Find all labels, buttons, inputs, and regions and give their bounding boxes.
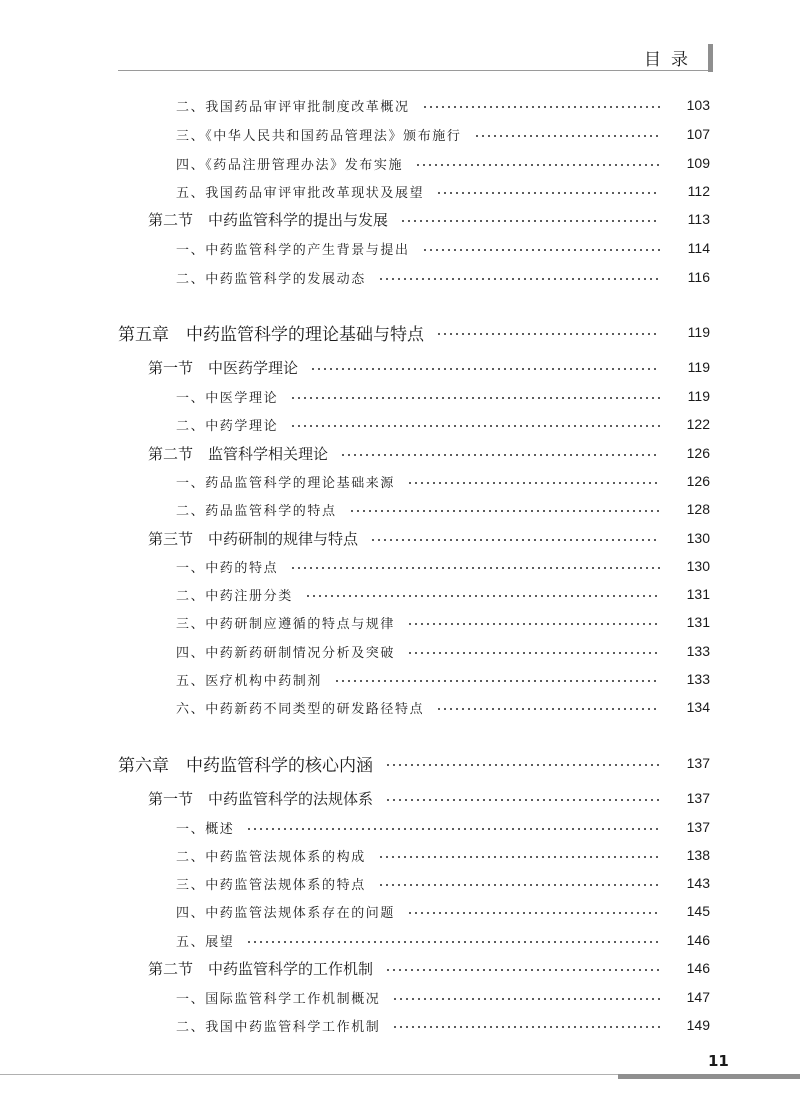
toc-entry-page: 122 bbox=[686, 416, 710, 432]
toc-entry-item[interactable] bbox=[0, 897, 800, 925]
toc-entry-page: 131 bbox=[686, 586, 710, 602]
dot-leader bbox=[246, 828, 660, 830]
dot-leader bbox=[385, 969, 660, 971]
toc-entry-page: 113 bbox=[687, 211, 710, 227]
toc-entry-item[interactable] bbox=[0, 263, 800, 291]
toc-entry-item[interactable] bbox=[0, 177, 800, 205]
dot-leader bbox=[378, 278, 660, 280]
toc-entry-item[interactable] bbox=[0, 637, 800, 665]
dot-leader bbox=[407, 912, 660, 914]
toc-entry-title: 三、《中华人民共和国药品管理法》颁布施行 bbox=[176, 128, 462, 144]
toc-entry-page: 119 bbox=[687, 359, 710, 375]
dot-leader bbox=[436, 192, 660, 194]
toc-entry-page: 131 bbox=[686, 614, 710, 630]
toc-entry-item[interactable] bbox=[0, 580, 800, 608]
toc-entry-item[interactable] bbox=[0, 983, 800, 1011]
toc-entry-page: 149 bbox=[686, 1017, 710, 1033]
dot-leader bbox=[407, 652, 660, 654]
toc-entry-section[interactable] bbox=[0, 784, 800, 812]
toc-entry-chapter[interactable] bbox=[0, 318, 800, 346]
dot-leader bbox=[400, 220, 660, 222]
running-header-title: 目录 bbox=[644, 50, 698, 70]
toc-entry-title: 第三节 中药研制的规律与特点 bbox=[148, 529, 359, 548]
toc-entry-title: 一、中药的特点 bbox=[176, 560, 279, 576]
dot-leader bbox=[436, 708, 660, 710]
dot-leader bbox=[378, 856, 660, 858]
toc-entry-title: 第六章 中药监管科学的核心内涵 bbox=[118, 755, 373, 776]
toc-entry-item[interactable] bbox=[0, 467, 800, 495]
toc-entry-item[interactable] bbox=[0, 120, 800, 148]
toc-entry-item[interactable] bbox=[0, 869, 800, 897]
toc-entry-page: 133 bbox=[686, 643, 710, 659]
toc-entry-item[interactable] bbox=[0, 234, 800, 262]
toc-entry-item[interactable] bbox=[0, 608, 800, 636]
toc-entry-page: 103 bbox=[686, 97, 710, 113]
toc-entry-page: 137 bbox=[686, 790, 710, 806]
dot-leader bbox=[246, 941, 660, 943]
toc-entry-title: 一、国际监管科学工作机制概况 bbox=[176, 991, 381, 1007]
toc-entry-page: 137 bbox=[686, 755, 710, 771]
page-number: 11 bbox=[708, 1052, 729, 1070]
toc-entry-item[interactable] bbox=[0, 693, 800, 721]
dot-leader bbox=[334, 680, 660, 682]
toc-entry-title: 四、中药监管法规体系存在的问题 bbox=[176, 905, 396, 921]
dot-leader bbox=[407, 482, 660, 484]
dot-leader bbox=[378, 884, 660, 886]
toc-entry-page: 147 bbox=[686, 989, 710, 1005]
dot-leader bbox=[385, 799, 660, 801]
toc-entry-title: 二、中药监管法规体系的构成 bbox=[176, 849, 366, 865]
dot-leader bbox=[349, 510, 660, 512]
toc-entry-title: 二、中药监管科学的发展动态 bbox=[176, 271, 366, 287]
toc-entry-section[interactable] bbox=[0, 205, 800, 233]
toc-entry-section[interactable] bbox=[0, 524, 800, 552]
dot-leader bbox=[392, 998, 660, 1000]
dot-leader bbox=[392, 1026, 660, 1028]
toc-entry-title: 一、中医学理论 bbox=[176, 390, 279, 406]
dot-leader bbox=[340, 454, 660, 456]
toc-entry-title: 二、中药学理论 bbox=[176, 418, 279, 434]
toc-entry-page: 112 bbox=[687, 183, 710, 199]
dot-leader bbox=[310, 368, 660, 370]
toc-entry-title: 一、中药监管科学的产生背景与提出 bbox=[176, 242, 410, 258]
dot-leader bbox=[422, 249, 660, 251]
toc-entry-page: 119 bbox=[687, 388, 710, 404]
toc-entry-title: 五、展望 bbox=[176, 934, 235, 950]
toc-entry-page: 126 bbox=[686, 445, 710, 461]
toc-entry-page: 130 bbox=[686, 530, 710, 546]
toc-entry-title: 四、《药品注册管理办法》发布实施 bbox=[176, 157, 404, 173]
dot-leader bbox=[305, 595, 660, 597]
toc-entry-title: 一、药品监管科学的理论基础来源 bbox=[176, 475, 396, 491]
dot-leader bbox=[436, 333, 660, 335]
toc-entry-item[interactable] bbox=[0, 813, 800, 841]
dot-leader bbox=[290, 425, 660, 427]
toc-entry-item[interactable] bbox=[0, 382, 800, 410]
toc-entry-page: 130 bbox=[686, 558, 710, 574]
toc-entry-item[interactable] bbox=[0, 552, 800, 580]
toc-entry-page: 114 bbox=[687, 240, 710, 256]
toc-entry-page: 145 bbox=[686, 903, 710, 919]
toc-entry-page: 146 bbox=[686, 960, 710, 976]
toc-entry-title: 二、中药注册分类 bbox=[176, 588, 293, 604]
toc-entry-item[interactable] bbox=[0, 410, 800, 438]
dot-leader bbox=[415, 164, 660, 166]
toc-entry-title: 第二节 中药监管科学的工作机制 bbox=[148, 959, 374, 978]
dot-leader bbox=[385, 764, 660, 766]
toc-entry-title: 一、概述 bbox=[176, 821, 235, 837]
toc-entry-title: 二、我国中药监管科学工作机制 bbox=[176, 1019, 381, 1035]
toc-entry-page: 134 bbox=[686, 699, 710, 715]
toc-entry-title: 五、医疗机构中药制剂 bbox=[176, 673, 323, 689]
toc-entry-title: 第二节 监管科学相关理论 bbox=[148, 444, 329, 463]
toc-entry-title: 第二节 中药监管科学的提出与发展 bbox=[148, 210, 389, 229]
toc-entry-page: 133 bbox=[686, 671, 710, 687]
dot-leader bbox=[422, 106, 660, 108]
toc-entry-chapter[interactable] bbox=[0, 749, 800, 777]
toc-entry-title: 六、中药新药不同类型的研发路径特点 bbox=[176, 701, 425, 717]
toc-entry-page: 138 bbox=[686, 847, 710, 863]
toc-entry-item[interactable] bbox=[0, 926, 800, 954]
toc-entry-item[interactable] bbox=[0, 91, 800, 119]
toc-entry-title: 第一节 中药监管科学的法规体系 bbox=[148, 789, 374, 808]
toc-entry-page: 128 bbox=[686, 501, 710, 517]
toc-entry-page: 143 bbox=[686, 875, 710, 891]
toc-entry-title: 五、我国药品审评审批改革现状及展望 bbox=[176, 185, 425, 201]
dot-leader bbox=[290, 567, 660, 569]
toc-entry-title: 三、中药监管法规体系的特点 bbox=[176, 877, 366, 893]
dot-leader bbox=[474, 135, 660, 137]
toc-entry-title: 二、我国药品审评审批制度改革概况 bbox=[176, 99, 410, 115]
toc-entry-item[interactable] bbox=[0, 1011, 800, 1039]
dot-leader bbox=[370, 539, 660, 541]
footer-bar bbox=[618, 1074, 800, 1079]
dot-leader bbox=[407, 623, 660, 625]
toc-entry-section[interactable] bbox=[0, 353, 800, 381]
dot-leader bbox=[290, 397, 660, 399]
toc-entry-page: 146 bbox=[686, 932, 710, 948]
footer-rule bbox=[0, 1074, 708, 1075]
toc-entry-section[interactable] bbox=[0, 439, 800, 467]
toc-entry-page: 107 bbox=[686, 126, 710, 142]
toc-entry-item[interactable] bbox=[0, 841, 800, 869]
toc-entry-title: 第五章 中药监管科学的理论基础与特点 bbox=[118, 324, 424, 345]
toc-entry-title: 二、药品监管科学的特点 bbox=[176, 503, 337, 519]
toc-entry-page: 109 bbox=[686, 155, 710, 171]
toc-entry-page: 126 bbox=[686, 473, 710, 489]
toc-entry-item[interactable] bbox=[0, 495, 800, 523]
toc-entry-page: 116 bbox=[687, 269, 710, 285]
toc-entry-title: 三、中药研制应遵循的特点与规律 bbox=[176, 616, 396, 632]
toc-entry-page: 137 bbox=[686, 819, 710, 835]
toc-entry-item[interactable] bbox=[0, 149, 800, 177]
toc-entry-title: 第一节 中医药学理论 bbox=[148, 358, 299, 377]
toc-entry-section[interactable] bbox=[0, 954, 800, 982]
toc-entry-page: 119 bbox=[687, 324, 710, 340]
toc-entry-item[interactable] bbox=[0, 665, 800, 693]
toc-entry-title: 四、中药新药研制情况分析及突破 bbox=[176, 645, 396, 661]
